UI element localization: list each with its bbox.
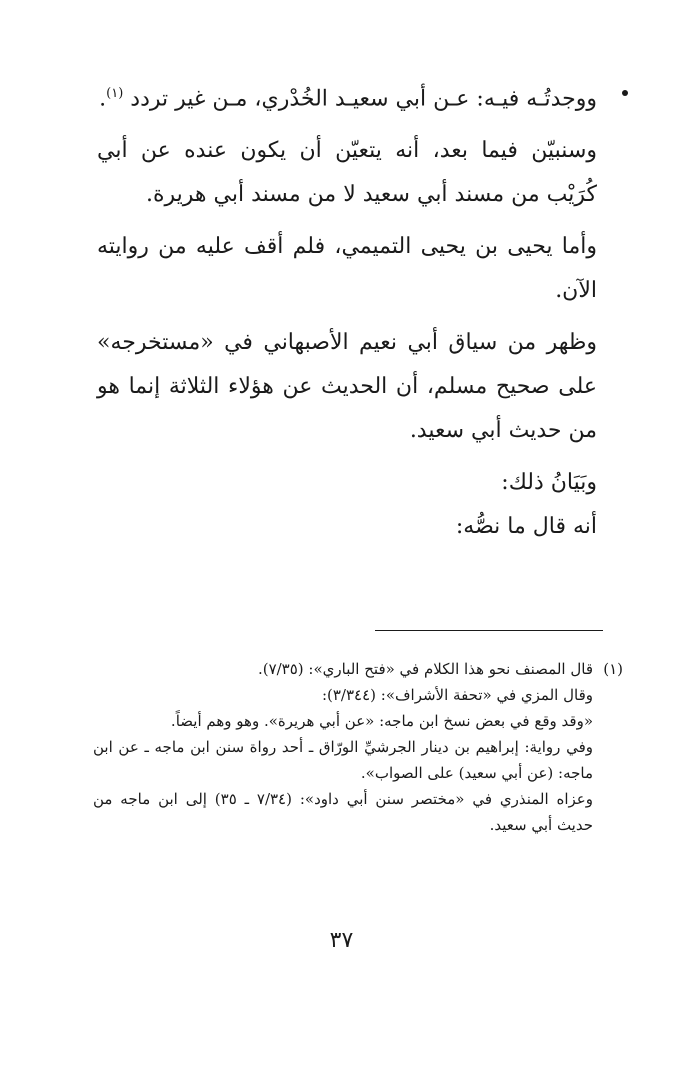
main-text [97,72,597,557]
footnote-line-2: وقال المزي في «تحفة الأشراف»: (٣/٣٤٤): [321,686,593,704]
paragraph-4: وظهر من سياق أبي نعيم الأصبهاني في «مستخرجه» على صحيح مسلم، أن الحديث عن هؤلاء الثلاثة إنما هو من حديث أبي سعيد. [97,330,597,444]
paragraph-6: أنه قال ما نصُّه: [455,514,597,540]
footnote-line-5: وعزاه المنذري في «مختصر سنن أبي داود»: (٧/٣٤ ـ ٣٥) إلى ابن ماجه من حديث أبي سعيد. [93,790,593,834]
paragraph-1: ووجدتُـه فيـه: عـن أبي سعيـد الخُدْري، مـن غير تردد $^{(١)}$. [99,86,597,112]
footnote-ref[interactable]: (١) [106,86,124,101]
paragraph-2: وسنبيّن فيما بعد، أنه يتعيّن أن يكون عنده عن أبي كُرَيْب من مسند أبي سعيد لا من مسند أبي هريرة. [97,138,597,208]
footnote-line-4: وفي رواية: إبراهيم بن دينار الجرشيِّ الورّاق ـ أحد رواة سنن ابن ماجه ـ عن ابن ماجه: (عن أبي سعيد) على الصواب». [93,738,593,782]
page-number: ٣٧ [329,928,354,953]
footnote-line-3: «وقد وقع في بعض نسخ ابن ماجه: «عن أبي هريرة». وهو وهم أيضاً. [170,712,593,730]
footnote-separator [375,630,603,631]
footnote-number: (١) [603,660,623,678]
paragraph-5: وبَيَانُ ذلك: [501,470,597,496]
footnotes [93,656,623,838]
paragraph-3: وأما يحيى بن يحيى التميمي، فلم أقف عليه من روايته الآن. [97,234,597,304]
margin-dot [622,90,628,96]
footnote-line-1: (١)قال المصنف نحو هذا الكلام في «فتح الباري»: (٧/٣٥). [93,656,623,682]
